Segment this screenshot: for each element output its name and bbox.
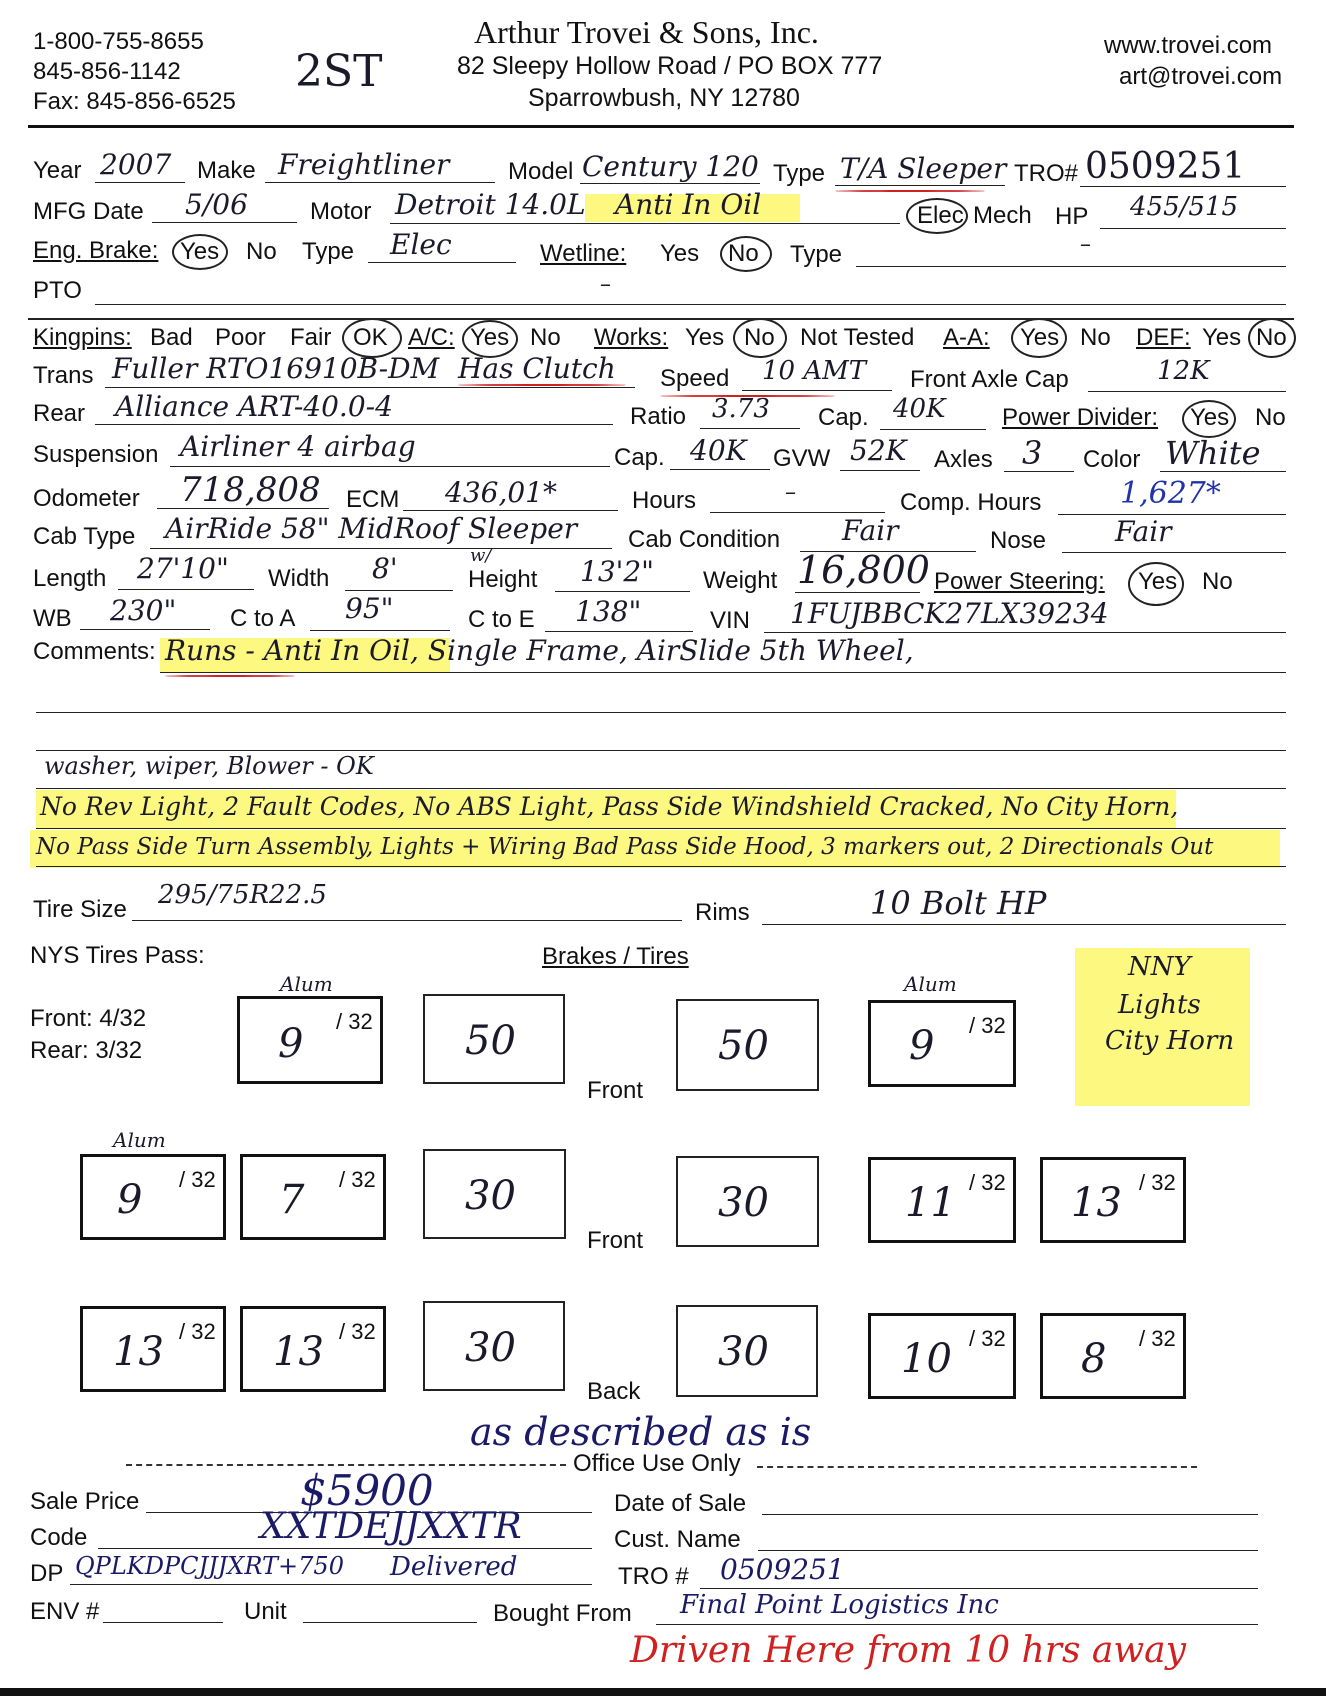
front-axle-cap-line [1088,391,1286,392]
ac-yes[interactable]: Yes [470,324,510,351]
power-steering-yes[interactable]: Yes [1138,568,1178,595]
front-outer-left-tire-box[interactable] [80,1154,226,1240]
wetline-type-line [856,266,1286,267]
steer-left-brake-value: 50 [465,1018,516,1064]
model-label: Model [508,158,574,185]
comment-1[interactable]: Runs - Anti In Oil, Single Frame, AirSlide 5th Wheel, [165,634,914,667]
stock-mark: 2ST [295,46,383,97]
power-divider-yes[interactable]: Yes [1190,404,1230,431]
website: www.trovei.com [1104,32,1273,59]
bottom-edge [0,1688,1326,1696]
front-outer-right-tire-box[interactable] [1040,1157,1186,1243]
rear-label: Rear [33,400,86,427]
year-value[interactable]: 2007 [100,148,172,181]
address-line-1: 82 Sleepy Hollow Road / PO BOX 777 [457,52,883,80]
height-line [555,591,690,592]
front-outer-left-per32: / 32 [179,1167,216,1192]
trans-red-underline [458,384,626,386]
code-value[interactable]: XXTDEJJXXTR [260,1506,522,1547]
year-line [95,182,185,183]
ecm-value[interactable]: 436,01* [445,476,557,509]
eng-brake-label: Eng. Brake: [33,237,159,264]
header-divider [28,125,1294,128]
bought-from-label: Bought From [493,1600,632,1627]
office-dash-right [757,1466,1197,1468]
tro2-label: TRO # [618,1563,689,1590]
tro-label: TRO# [1014,160,1079,187]
tire-size-line [132,920,682,921]
rear-cap-label: Cap. [818,404,869,431]
env-line [103,1622,223,1623]
make-line [265,182,495,183]
kingpins-label: Kingpins: [33,324,132,351]
front-inner-left-per32: / 32 [339,1167,376,1192]
steer-right-brake-value: 50 [718,1023,769,1069]
front-inner-left-tire-value: 7 [279,1177,305,1223]
motor-line [390,223,900,224]
power-steering-yes-circle [1128,562,1184,606]
comment-red-underline [165,675,295,677]
model-line [580,183,760,184]
steer-right-tire-value: 9 [909,1023,935,1069]
model-value[interactable]: Century 120 [582,150,759,183]
bought-from-value[interactable]: Final Point Logistics Inc [680,1590,999,1620]
axles-label: Axles [934,446,993,473]
c-to-a-value[interactable]: 95" [345,592,394,625]
cab-type-value[interactable]: AirRide 58" MidRoof Sleeper [165,512,578,545]
alum-mark-front-left: Alum [113,1128,166,1152]
date-of-sale-label: Date of Sale [614,1490,747,1517]
width-line [345,590,453,591]
comment-line-1 [160,672,1286,673]
dp-line [70,1584,592,1585]
comment-3[interactable]: No Rev Light, 2 Fault Codes, No ABS Light, Pass Side Windshield Cracked, No City Horn, [40,792,1179,821]
nys-tires-pass-label: NYS Tires Pass: [30,942,205,969]
note-lights: Lights [1118,990,1201,1020]
vin-label: VIN [710,607,751,634]
length-line [118,589,254,590]
mfg-date-value[interactable]: 5/06 [185,188,248,221]
wetline-type-value[interactable]: – [1080,232,1091,257]
tro2-value[interactable]: 0509251 [720,1553,845,1586]
color-label: Color [1083,446,1141,473]
hp-label: HP [1055,203,1089,230]
eng-brake-type-line [368,262,516,263]
width-label: Width [268,565,330,592]
height-label: Height [468,566,538,593]
steer-left-tire-box[interactable] [237,996,383,1084]
back-outer-right-tire-box[interactable] [1040,1313,1186,1399]
dp-label: DP [30,1560,64,1587]
fax-number: Fax: 845-856-6525 [33,88,236,115]
power-steering-no[interactable]: No [1202,568,1233,595]
comment-line-6 [36,866,1286,867]
rear-line [95,424,613,425]
power-divider-no[interactable]: No [1255,404,1286,431]
make-value[interactable]: Freightliner [278,148,450,181]
suspension-label: Suspension [33,441,159,468]
c-to-a-label: C to A [230,605,296,632]
make-label: Make [197,157,256,184]
gvw-label: GVW [773,445,831,472]
c-to-e-value[interactable]: 138" [575,595,642,628]
front-inner-right-per32: / 32 [969,1170,1006,1195]
pto-label: PTO [33,277,82,304]
def-no-circle [1248,318,1296,358]
susp-cap-line [670,469,770,470]
elec-circle [906,198,968,234]
ac-no[interactable]: No [530,324,561,351]
power-divider-label: Power Divider: [1002,404,1159,431]
axles-value[interactable]: 3 [1022,434,1043,472]
date-of-sale-line [762,1514,1258,1515]
comment-line-2 [36,712,1286,713]
kingpins-ok[interactable]: OK [353,324,388,351]
dp-value[interactable]: QPLKDPCJJJXRT+750 [75,1552,344,1580]
rims-line [762,924,1286,925]
front-inner-right-tire-value: 11 [905,1180,956,1226]
ecm-label: ECM [346,486,400,513]
back-label: Back [587,1378,641,1405]
cab-type-line [150,548,612,549]
nose-value[interactable]: Fair [1115,515,1172,548]
works-no-circle [733,318,787,358]
front-right-brake-value: 30 [718,1180,769,1226]
note-city-horn: City Horn [1105,1026,1235,1056]
odometer-label: Odometer [33,485,140,512]
odometer-value[interactable]: 718,808 [180,470,321,510]
mech-option[interactable]: Mech [973,202,1032,229]
tire-size-label: Tire Size [33,896,127,923]
rear-value[interactable]: Alliance ART-40.0-4 [115,390,393,423]
back-outer-left-tire-box[interactable] [80,1306,226,1392]
code-line [98,1548,592,1549]
wetline-yes[interactable]: Yes [660,240,700,267]
front-outer-left-tire-value: 9 [117,1177,143,1223]
front-spec: Front: 4/32 [30,1005,147,1032]
wetline-label: Wetline: [540,240,627,267]
phone-1: 1-800-755-8655 [33,28,204,55]
ratio-label: Ratio [630,403,687,430]
gvw-line [840,470,920,471]
section-divider [28,318,1294,320]
cab-condition-value[interactable]: Fair [842,514,899,547]
pto-value[interactable]: – [600,272,611,297]
ratio-line [700,428,800,429]
steer-right-brake-box[interactable] [676,999,819,1091]
weight-line [795,592,920,593]
dp-note[interactable]: Delivered [390,1552,518,1582]
alum-mark-steer-left: Alum [280,972,333,996]
kingpins-poor[interactable]: Poor [215,324,266,351]
height-value[interactable]: 13'2" [580,555,655,588]
type-red-underline [835,190,985,192]
comment-line-3 [36,750,1286,751]
front-outer-right-per32: / 32 [1139,1170,1176,1195]
ac-label: A/C: [408,324,455,351]
pto-line [95,304,1286,305]
mfg-date-line [152,222,297,223]
c-to-e-line [545,631,693,632]
power-steering-label: Power Steering: [934,568,1105,595]
company-name: Arthur Trovei & Sons, Inc. [474,14,819,50]
front-axle-cap-label: Front Axle Cap [910,366,1069,393]
cab-condition-label: Cab Condition [628,526,781,553]
rims-value[interactable]: 10 Bolt HP [870,884,1047,922]
type-value[interactable]: T/A Sleeper [840,152,1007,185]
phone-2: 845-856-1142 [33,58,181,85]
tro2-line [700,1588,1258,1589]
back-outer-left-per32: / 32 [179,1319,216,1344]
aa-yes[interactable]: Yes [1020,324,1060,351]
power-divider-yes-circle [1182,400,1236,438]
def-no[interactable]: No [1256,324,1287,351]
speed-value[interactable]: 10 AMT [762,356,867,386]
c-to-a-line [310,630,450,631]
susp-cap-label: Cap. [614,444,665,471]
motor-label: Motor [310,198,372,225]
unit-line [303,1622,477,1623]
aa-no[interactable]: No [1080,324,1111,351]
back-right-brake-value: 30 [718,1329,769,1375]
comment-2[interactable]: washer, wiper, Blower - OK [44,752,374,780]
wb-label: WB [33,605,72,632]
wb-line [80,629,210,630]
length-label: Length [33,565,107,592]
comment-line-5 [36,828,1286,829]
vin-line [764,632,1286,633]
rims-label: Rims [695,899,750,926]
weight-label: Weight [703,567,778,594]
comp-hours-label: Comp. Hours [900,489,1042,516]
rear-cap-line [880,429,986,430]
back-left-brake-value: 30 [465,1325,516,1371]
alum-mark-steer-right: Alum [904,972,957,996]
front-inner-right-tire-box[interactable] [868,1157,1016,1243]
back-inner-left-tire-value: 13 [273,1329,324,1375]
kingpins-fair[interactable]: Fair [290,324,332,351]
steer-left-tire-value: 9 [278,1021,304,1067]
nose-line [1062,552,1286,553]
rear-cap-value[interactable]: 40K [893,394,946,424]
tire-size-value[interactable]: 295/75R22.5 [158,880,327,910]
works-yes[interactable]: Yes [685,324,725,351]
back-left-brake-box[interactable] [423,1301,565,1391]
susp-cap-value[interactable]: 40K [690,434,747,467]
back-outer-left-tire-value: 13 [113,1329,164,1375]
sale-price-value[interactable]: $5900 [300,1466,434,1515]
office-use-label: Office Use Only [573,1450,741,1477]
steer-right-tire-box[interactable] [868,1000,1016,1087]
suspension-line [170,466,610,467]
works-not-tested[interactable]: Not Tested [800,324,915,351]
front-axle-cap-value[interactable]: 12K [1157,356,1210,386]
front-left-brake-box[interactable] [423,1149,566,1239]
comp-hours-line [1058,514,1286,515]
aa-label: A-A: [943,324,990,351]
def-label: DEF: [1136,324,1191,351]
tro-value[interactable]: 0509251 [1085,146,1246,187]
bought-from-line [656,1624,1258,1625]
weight-value[interactable]: 16,800 [797,548,930,592]
year-label: Year [33,157,82,184]
sale-price-label: Sale Price [30,1488,140,1515]
trans-label: Trans [33,362,94,389]
back-inner-left-tire-box[interactable] [240,1306,386,1392]
elec-option[interactable]: Elec [917,202,964,229]
steer-left-brake-box[interactable] [423,994,565,1084]
back-outer-right-per32: / 32 [1139,1326,1176,1351]
steer-left-per32: / 32 [336,1009,373,1034]
trans-line [105,387,635,388]
eng-brake-yes[interactable]: Yes [180,238,220,265]
mfg-date-label: MFG Date [33,198,144,225]
cust-name-label: Cust. Name [614,1526,741,1553]
back-inner-right-tire-box[interactable] [868,1313,1016,1399]
address-line-2: Sparrowbush, NY 12780 [528,84,800,112]
suspension-value[interactable]: Airliner 4 airbag [180,430,416,463]
wetline-type-label: Type [790,241,843,268]
c-to-e-label: C to E [468,606,535,633]
env-label: ENV # [30,1598,100,1625]
motor-value[interactable]: Detroit 14.0L [395,188,586,221]
length-value[interactable]: 27'10" [137,552,229,585]
unit-label: Unit [244,1598,287,1625]
motor-note[interactable]: Anti In Oil [615,188,762,221]
width-value[interactable]: 8' [372,552,398,585]
type-label: Type [773,160,826,187]
vin-value[interactable]: 1FUJBBCK27LX39234 [790,597,1109,630]
email: art@trovei.com [1119,63,1283,90]
hp-value[interactable]: 455/515 [1130,192,1239,222]
comments-label: Comments: [33,638,156,665]
hp-line [1100,228,1286,229]
cust-name-line [758,1550,1258,1551]
sale-note: as described as is [470,1410,812,1454]
works-no[interactable]: No [744,324,775,351]
aa-yes-circle [1011,318,1067,358]
nose-label: Nose [990,527,1047,554]
wetline-no-circle [720,236,772,272]
hours-label: Hours [632,487,697,514]
back-right-brake-box[interactable] [676,1305,818,1397]
back-outer-right-tire-value: 8 [1081,1336,1107,1382]
back-inner-right-per32: / 32 [969,1326,1006,1351]
trans-note[interactable]: Has Clutch [458,352,616,385]
driven-note: Driven Here from 10 hrs away [630,1630,1186,1671]
front-inner-left-tire-box[interactable] [240,1154,386,1240]
steer-right-per32: / 32 [969,1013,1006,1038]
kingpins-bad[interactable]: Bad [150,324,193,351]
front-label-steer: Front [587,1077,644,1104]
wetline-no[interactable]: No [728,240,759,267]
comp-hours-value[interactable]: 1,627* [1120,476,1221,511]
trans-value[interactable]: Fuller RTO16910B-DM [112,352,440,385]
eng-brake-no[interactable]: No [246,238,277,265]
color-value[interactable]: White [1165,434,1261,472]
back-inner-right-tire-value: 10 [901,1336,952,1382]
eng-brake-type-value[interactable]: Elec [390,228,452,261]
ecm-line [403,510,618,511]
works-label: Works: [594,324,669,351]
front-right-brake-box[interactable] [676,1156,819,1247]
gvw-value[interactable]: 52K [850,434,907,467]
eng-brake-type-label: Type [302,238,355,265]
front-outer-right-tire-value: 13 [1071,1180,1122,1226]
front-left-brake-value: 30 [465,1173,516,1219]
code-label: Code [30,1524,88,1551]
hours-line [710,512,885,513]
brakes-tires-label: Brakes / Tires [542,943,689,970]
def-yes[interactable]: Yes [1202,324,1242,351]
cab-type-label: Cab Type [33,523,136,550]
hours-value[interactable]: – [785,480,796,505]
type-line [835,185,1005,186]
ratio-value[interactable]: 3.73 [712,394,770,424]
eng-brake-yes-circle [172,234,228,270]
speed-label: Speed [660,365,730,392]
speed-line [742,390,892,391]
comment-line-4 [36,788,1286,789]
front-label-drive: Front [587,1227,644,1254]
back-inner-left-per32: / 32 [339,1319,376,1344]
wb-value[interactable]: 230" [110,594,177,627]
rear-spec: Rear: 3/32 [30,1037,143,1064]
note-nny: NNY [1128,952,1191,982]
comment-4[interactable]: No Pass Side Turn Assembly, Lights + Wiring Bad Pass Side Hood, 3 markers out, 2 Directionals Out [36,834,1214,860]
height-prefix: w/ [470,545,492,566]
